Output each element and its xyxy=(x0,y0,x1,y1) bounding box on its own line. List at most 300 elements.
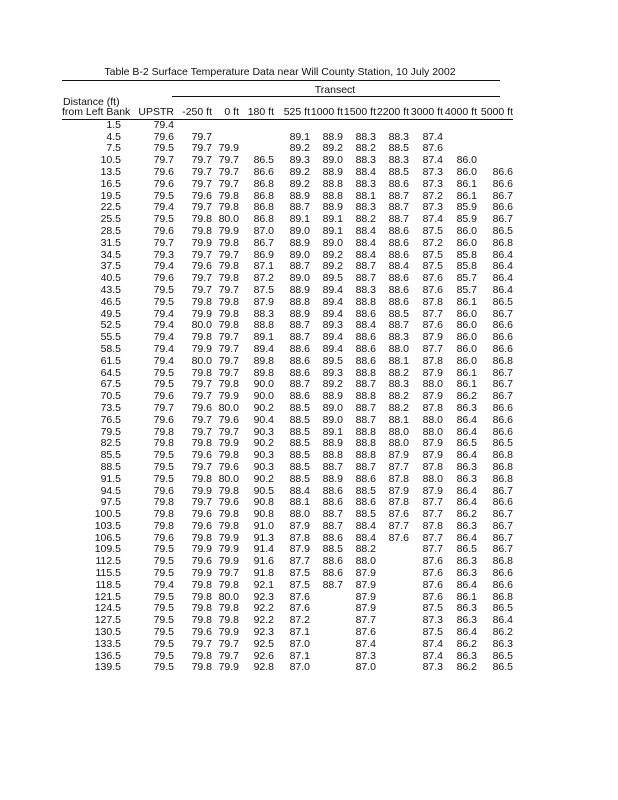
temperature-cell: 89.2 xyxy=(322,260,343,273)
temperature-cell: 86.5 xyxy=(492,602,513,615)
temperature-cell: 79.9 xyxy=(218,531,239,544)
temperature-cell: 88.4 xyxy=(355,519,376,532)
column-header-transect: 1500 ft xyxy=(343,106,376,118)
temperature-cell: 79.8 xyxy=(191,295,212,308)
temperature-cell: 79.4 xyxy=(153,354,174,367)
temperature-cell: 88.6 xyxy=(355,331,376,344)
distance-cell: 7.5 xyxy=(106,142,121,155)
temperature-cell: 79.9 xyxy=(191,484,212,497)
distance-cell: 85.5 xyxy=(100,449,121,462)
temperature-cell: 79.6 xyxy=(191,626,212,639)
temperature-cell: 88.3 xyxy=(355,177,376,190)
temperature-cell: 87.5 xyxy=(422,626,443,639)
temperature-cell: 88.2 xyxy=(355,142,376,155)
distance-cell: 139.5 xyxy=(94,661,121,674)
temperature-cell: 79.5 xyxy=(153,543,174,556)
temperature-cell: 79.6 xyxy=(153,531,174,544)
temperature-cell xyxy=(376,639,409,651)
distance-cell: 118.5 xyxy=(95,578,121,591)
table-row xyxy=(62,533,513,545)
temperature-cell: 79.6 xyxy=(153,130,174,143)
temperature-cell xyxy=(477,143,513,155)
temperature-cell: 79.8 xyxy=(191,472,212,485)
temperature-cell: 86.6 xyxy=(492,201,513,214)
temperature-cell: 88.6 xyxy=(289,390,310,403)
distance-cell: 25.5 xyxy=(100,213,121,226)
table-row xyxy=(62,179,513,191)
temperature-cell: 88.8 xyxy=(355,366,376,379)
temperature-cell: 86.4 xyxy=(456,578,477,591)
temperature-cell: 88.6 xyxy=(355,307,376,320)
temperature-cell: 87.5 xyxy=(422,602,443,615)
temperature-cell: 89.1 xyxy=(322,425,343,438)
temperature-cell: 87.4 xyxy=(355,637,376,650)
table-row xyxy=(62,119,513,131)
temperature-cell: 88.7 xyxy=(355,401,376,414)
temperature-cell: 86.7 xyxy=(492,390,513,403)
temperature-cell xyxy=(376,119,409,131)
temperature-cell: 87.3 xyxy=(422,661,443,674)
temperature-cell: 86.3 xyxy=(492,637,513,650)
temperature-cell: 79.8 xyxy=(218,307,239,320)
temperature-cell: 79.5 xyxy=(153,142,174,155)
temperature-cell: 86.8 xyxy=(492,555,513,568)
temperature-cell: 88.3 xyxy=(355,130,376,143)
temperature-cell: 92.8 xyxy=(253,661,274,674)
temperature-cell xyxy=(239,132,274,144)
temperature-cell xyxy=(274,119,310,131)
temperature-cell: 79.5 xyxy=(153,213,174,226)
temperature-cell: 79.5 xyxy=(153,460,174,473)
temperature-cell: 79.6 xyxy=(191,555,212,568)
temperature-cell: 86.6 xyxy=(492,342,513,355)
distance-cell: 82.5 xyxy=(100,437,121,450)
temperature-cell: 79.3 xyxy=(153,248,174,261)
temperature-cell: 87.9 xyxy=(289,543,310,556)
temperature-cell xyxy=(376,651,409,663)
temperature-cell: 79.8 xyxy=(218,295,239,308)
temperature-cell: 86.4 xyxy=(456,425,477,438)
temperature-cell: 86.4 xyxy=(456,484,477,497)
temperature-cell: 79.7 xyxy=(153,236,174,249)
temperature-cell xyxy=(310,615,343,627)
temperature-cell: 87.7 xyxy=(422,543,443,556)
temperature-cell: 89.0 xyxy=(322,236,343,249)
temperature-cell: 86.6 xyxy=(492,165,513,178)
temperature-cell: 90.8 xyxy=(253,508,274,521)
temperature-cell: 86.8 xyxy=(492,460,513,473)
temperature-cell: 79.8 xyxy=(191,614,212,627)
temperature-cell: 79.6 xyxy=(153,484,174,497)
temperature-cell: 88.9 xyxy=(322,472,343,485)
table-row xyxy=(62,662,513,674)
distance-cell: 64.5 xyxy=(100,366,121,379)
temperature-cell: 86.2 xyxy=(456,390,477,403)
temperature-cell: 89.1 xyxy=(289,130,310,143)
temperature-cell: 79.7 xyxy=(191,390,212,403)
temperature-cell: 87.9 xyxy=(422,449,443,462)
distance-cell: 73.5 xyxy=(100,401,121,414)
temperature-cell: 79.6 xyxy=(191,401,212,414)
temperature-cell: 88.2 xyxy=(355,543,376,556)
temperature-cell: 79.4 xyxy=(153,118,174,131)
temperature-cell: 87.1 xyxy=(289,626,310,639)
temperature-cell: 87.9 xyxy=(422,331,443,344)
table-row xyxy=(62,568,513,580)
distance-cell: 100.5 xyxy=(94,508,121,521)
temperature-cell: 89.0 xyxy=(322,413,343,426)
temperature-cell: 79.7 xyxy=(191,165,212,178)
temperature-cell: 86.3 xyxy=(456,567,477,580)
temperature-cell: 92.3 xyxy=(253,590,274,603)
temperature-cell: 79.4 xyxy=(153,319,174,332)
temperature-cell: 88.7 xyxy=(355,413,376,426)
temperature-cell: 79.9 xyxy=(218,543,239,556)
temperature-cell: 86.4 xyxy=(456,413,477,426)
temperature-cell: 87.6 xyxy=(422,567,443,580)
table-row xyxy=(62,474,513,486)
temperature-cell: 88.0 xyxy=(422,413,443,426)
temperature-cell: 88.6 xyxy=(322,555,343,568)
temperature-cell: 87.5 xyxy=(289,567,310,580)
temperature-cell: 86.7 xyxy=(492,307,513,320)
temperature-cell: 79.4 xyxy=(153,342,174,355)
temperature-cell: 87.9 xyxy=(289,519,310,532)
table-row xyxy=(62,544,513,556)
temperature-cell: 79.7 xyxy=(191,177,212,190)
temperature-cell: 88.7 xyxy=(388,319,409,332)
temperature-cell: 86.6 xyxy=(492,401,513,414)
temperature-cell: 89.2 xyxy=(322,378,343,391)
temperature-cell: 89.3 xyxy=(289,154,310,167)
temperature-cell: 86.3 xyxy=(456,519,477,532)
temperature-cell: 86.1 xyxy=(456,378,477,391)
column-header-transect: 2200 ft xyxy=(376,106,409,118)
temperature-cell xyxy=(376,556,409,568)
temperature-cell: 79.8 xyxy=(218,508,239,521)
temperature-cell: 79.8 xyxy=(153,437,174,450)
temperature-cell: 87.8 xyxy=(422,460,443,473)
temperature-cell: 79.9 xyxy=(218,661,239,674)
table-row xyxy=(62,462,513,474)
temperature-cell: 88.8 xyxy=(289,295,310,308)
temperature-cell: 86.6 xyxy=(492,496,513,509)
temperature-cell: 88.6 xyxy=(322,531,343,544)
temperature-cell: 79.8 xyxy=(191,213,212,226)
distance-cell: 16.5 xyxy=(100,177,121,190)
temperature-cell: 86.7 xyxy=(492,378,513,391)
temperature-cell: 86.5 xyxy=(492,661,513,674)
temperature-cell: 79.8 xyxy=(191,649,212,662)
temperature-cell: 87.4 xyxy=(422,154,443,167)
temperature-cell: 88.9 xyxy=(322,437,343,450)
temperature-cell: 86.8 xyxy=(492,590,513,603)
temperature-cell: 79.6 xyxy=(218,460,239,473)
temperature-cell: 88.9 xyxy=(322,390,343,403)
temperature-cell: 88.7 xyxy=(355,260,376,273)
temperature-cell: 80.0 xyxy=(218,472,239,485)
temperature-cell: 79.8 xyxy=(218,449,239,462)
temperature-cell: 89.0 xyxy=(289,272,310,285)
distance-cell: 55.5 xyxy=(100,331,121,344)
temperature-cell: 88.7 xyxy=(322,578,343,591)
distance-cell: 124.5 xyxy=(94,602,121,615)
temperature-cell: 90.2 xyxy=(253,437,274,450)
temperature-cell: 85.7 xyxy=(456,272,477,285)
temperature-cell: 86.8 xyxy=(492,236,513,249)
temperature-cell: 89.2 xyxy=(322,248,343,261)
distance-cell: 70.5 xyxy=(100,390,121,403)
temperature-cell: 88.8 xyxy=(355,437,376,450)
temperature-cell: 79.5 xyxy=(153,472,174,485)
temperature-cell: 79.5 xyxy=(153,661,174,674)
temperature-cell xyxy=(477,119,513,131)
temperature-cell: 86.3 xyxy=(456,460,477,473)
temperature-cell: 79.7 xyxy=(191,142,212,155)
temperature-cell: 79.5 xyxy=(153,189,174,202)
temperature-cell: 87.6 xyxy=(422,142,443,155)
temperature-cell: 87.7 xyxy=(289,555,310,568)
distance-cell: 31.5 xyxy=(100,236,121,249)
temperature-cell: 88.6 xyxy=(289,354,310,367)
temperature-cell: 88.5 xyxy=(388,307,409,320)
temperature-cell: 87.8 xyxy=(422,354,443,367)
temperature-cell: 89.0 xyxy=(322,401,343,414)
transect-rule xyxy=(172,96,500,97)
temperature-cell: 79.8 xyxy=(218,260,239,273)
temperature-cell: 87.5 xyxy=(289,578,310,591)
temperature-cell: 88.9 xyxy=(322,130,343,143)
temperature-cell: 86.6 xyxy=(492,425,513,438)
temperature-cell: 91.4 xyxy=(253,543,274,556)
table-row xyxy=(62,368,513,380)
temperature-cell: 89.1 xyxy=(322,213,343,226)
temperature-cell: 88.7 xyxy=(289,331,310,344)
temperature-cell: 89.2 xyxy=(289,165,310,178)
table-row xyxy=(62,592,513,604)
temperature-cell: 79.5 xyxy=(153,649,174,662)
temperature-cell: 86.1 xyxy=(456,366,477,379)
distance-cell: 19.5 xyxy=(100,189,121,202)
distance-cell: 43.5 xyxy=(100,283,121,296)
temperature-cell: 86.2 xyxy=(456,508,477,521)
temperature-cell: 88.3 xyxy=(253,307,274,320)
temperature-cell: 79.9 xyxy=(191,307,212,320)
temperature-cell: 86.0 xyxy=(456,354,477,367)
table-row xyxy=(62,332,513,344)
temperature-cell: 79.4 xyxy=(153,331,174,344)
temperature-cell: 87.1 xyxy=(289,649,310,662)
temperature-cell xyxy=(376,544,409,556)
temperature-cell: 89.3 xyxy=(322,366,343,379)
temperature-cell: 89.4 xyxy=(253,342,274,355)
temperature-cell: 88.7 xyxy=(388,189,409,202)
distance-cell: 34.5 xyxy=(100,248,121,261)
column-header-transect: 0 ft xyxy=(212,107,239,119)
temperature-cell: 88.5 xyxy=(355,508,376,521)
temperature-cell: 79.6 xyxy=(191,189,212,202)
temperature-cell: 87.4 xyxy=(422,637,443,650)
temperature-cell xyxy=(376,568,409,580)
table-row xyxy=(62,356,513,368)
temperature-cell: 86.0 xyxy=(456,236,477,249)
temperature-cell: 86.7 xyxy=(253,236,274,249)
temperature-cell: 79.5 xyxy=(153,283,174,296)
temperature-cell: 79.6 xyxy=(153,165,174,178)
temperature-cell: 79.4 xyxy=(153,578,174,591)
temperature-cell: 88.5 xyxy=(289,413,310,426)
temperature-cell: 88.0 xyxy=(422,378,443,391)
distance-cell: 97.5 xyxy=(100,496,121,509)
temperature-cell: 79.7 xyxy=(191,154,212,167)
temperature-cell: 92.6 xyxy=(253,649,274,662)
temperature-cell: 88.9 xyxy=(322,165,343,178)
temperature-cell: 79.8 xyxy=(153,519,174,532)
temperature-cell: 79.6 xyxy=(191,260,212,273)
temperature-cell: 86.8 xyxy=(492,449,513,462)
temperature-cell: 79.7 xyxy=(218,637,239,650)
temperature-cell: 92.5 xyxy=(253,637,274,650)
temperature-cell: 87.4 xyxy=(422,649,443,662)
temperature-cell: 88.6 xyxy=(388,295,409,308)
table-row xyxy=(62,214,513,226)
temperature-cell: 87.9 xyxy=(388,484,409,497)
table-row xyxy=(62,403,513,415)
temperature-cell: 88.5 xyxy=(355,484,376,497)
temperature-cell: 80.0 xyxy=(191,354,212,367)
temperature-cell: 87.2 xyxy=(289,614,310,627)
temperature-cell: 88.2 xyxy=(355,213,376,226)
temperature-cell xyxy=(310,651,343,663)
distance-cell: 76.5 xyxy=(100,413,121,426)
temperature-cell: 79.5 xyxy=(153,626,174,639)
temperature-cell: 90.5 xyxy=(253,484,274,497)
table-row xyxy=(62,509,513,521)
temperature-cell: 87.3 xyxy=(355,649,376,662)
temperature-cell: 79.5 xyxy=(153,567,174,580)
temperature-cell: 86.6 xyxy=(492,331,513,344)
table-row xyxy=(62,285,513,297)
distance-cell: 49.5 xyxy=(100,307,121,320)
temperature-cell: 86.3 xyxy=(456,649,477,662)
temperature-cell: 88.2 xyxy=(388,366,409,379)
table-row xyxy=(62,486,513,498)
temperature-cell xyxy=(443,119,477,131)
temperature-cell: 79.6 xyxy=(153,177,174,190)
temperature-cell: 88.0 xyxy=(355,555,376,568)
temperature-cell: 87.7 xyxy=(388,519,409,532)
distance-cell: 61.5 xyxy=(100,354,121,367)
temperature-cell xyxy=(376,615,409,627)
temperature-cell: 87.5 xyxy=(253,283,274,296)
temperature-cell: 88.4 xyxy=(355,319,376,332)
temperature-cell: 87.9 xyxy=(422,484,443,497)
distance-cell: 4.5 xyxy=(106,130,121,143)
temperature-cell: 86.0 xyxy=(456,319,477,332)
temperature-cell: 86.5 xyxy=(456,543,477,556)
table-row xyxy=(62,651,513,663)
temperature-cell: 88.0 xyxy=(422,472,443,485)
temperature-cell xyxy=(310,627,343,639)
temperature-cell: 89.2 xyxy=(322,142,343,155)
temperature-cell: 79.7 xyxy=(191,130,212,143)
temperature-cell: 87.3 xyxy=(422,165,443,178)
temperature-cell: 88.3 xyxy=(388,378,409,391)
temperature-cell: 79.7 xyxy=(218,354,239,367)
temperature-cell: 79.8 xyxy=(218,201,239,214)
temperature-cell: 86.4 xyxy=(492,248,513,261)
temperature-cell: 79.6 xyxy=(191,519,212,532)
temperature-cell: 87.9 xyxy=(388,449,409,462)
temperature-cell: 80.0 xyxy=(218,213,239,226)
temperature-cell: 86.0 xyxy=(456,331,477,344)
temperature-cell: 86.2 xyxy=(456,637,477,650)
temperature-cell: 87.2 xyxy=(422,236,443,249)
temperature-cell: 88.6 xyxy=(322,496,343,509)
temperature-cell: 87.5 xyxy=(422,260,443,273)
temperature-cell xyxy=(310,639,343,651)
temperature-cell: 86.5 xyxy=(492,295,513,308)
distance-cell: 112.5 xyxy=(95,555,121,568)
table-row xyxy=(62,391,513,403)
distance-cell: 88.5 xyxy=(100,460,121,473)
temperature-cell: 79.7 xyxy=(191,637,212,650)
temperature-cell: 87.6 xyxy=(289,602,310,615)
temperature-cell: 86.0 xyxy=(456,342,477,355)
temperature-cell: 90.3 xyxy=(253,460,274,473)
temperature-cell: 89.4 xyxy=(322,342,343,355)
temperature-cell: 86.4 xyxy=(492,272,513,285)
temperature-cell: 88.6 xyxy=(355,354,376,367)
temperature-cell: 88.4 xyxy=(355,531,376,544)
distance-cell: 106.5 xyxy=(94,531,121,544)
temperature-cell: 87.5 xyxy=(422,224,443,237)
temperature-cell: 86.0 xyxy=(456,307,477,320)
temperature-cell: 86.8 xyxy=(253,177,274,190)
temperature-cell: 89.5 xyxy=(322,272,343,285)
table-row xyxy=(62,603,513,615)
temperature-cell: 79.6 xyxy=(191,508,212,521)
temperature-cell: 79.6 xyxy=(218,413,239,426)
temperature-cell: 88.6 xyxy=(388,283,409,296)
temperature-cell: 86.7 xyxy=(492,366,513,379)
temperature-cell: 79.7 xyxy=(191,272,212,285)
temperature-cell: 79.8 xyxy=(191,661,212,674)
temperature-cell: 88.6 xyxy=(388,272,409,285)
temperature-cell: 87.6 xyxy=(289,590,310,603)
temperature-cell xyxy=(310,119,343,131)
temperature-cell: 87.2 xyxy=(253,272,274,285)
temperature-cell: 87.0 xyxy=(355,661,376,674)
temperature-cell xyxy=(310,662,343,674)
temperature-cell: 88.6 xyxy=(388,177,409,190)
temperature-cell: 90.3 xyxy=(253,449,274,462)
temperature-cell: 87.9 xyxy=(422,437,443,450)
temperature-cell: 88.1 xyxy=(388,354,409,367)
table-row xyxy=(62,615,513,627)
temperature-cell: 88.3 xyxy=(355,201,376,214)
temperature-cell: 79.5 xyxy=(153,614,174,627)
transect-header: Transect xyxy=(314,84,356,96)
temperature-cell: 88.7 xyxy=(322,519,343,532)
temperature-cell: 86.5 xyxy=(492,224,513,237)
temperature-cell: 92.3 xyxy=(253,626,274,639)
column-header-transect: -250 ft xyxy=(174,107,212,119)
distance-cell: 130.5 xyxy=(94,626,121,639)
table-row xyxy=(62,309,513,321)
temperature-cell: 87.6 xyxy=(422,272,443,285)
temperature-cell: 86.4 xyxy=(456,531,477,544)
